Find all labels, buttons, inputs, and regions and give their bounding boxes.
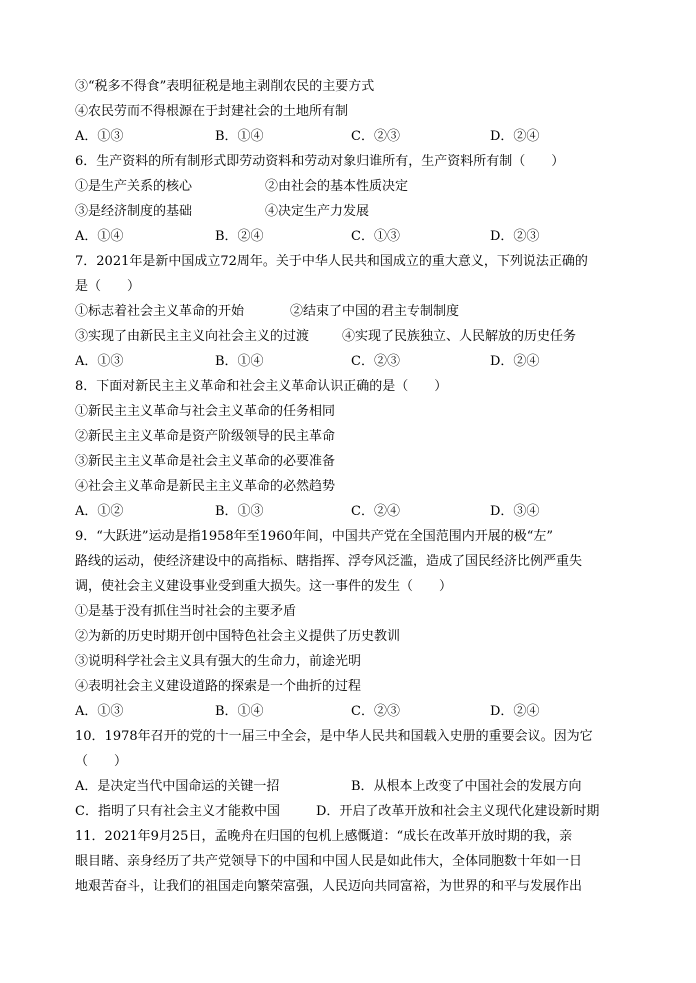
q10-question: 10．1978年召开的党的十一届三中全会，是中华人民共和国载入史册的重要会议。因为它 bbox=[75, 729, 593, 744]
q5-option-a: A．①③ bbox=[75, 129, 124, 144]
q8-option-a: A．①② bbox=[75, 504, 124, 519]
q9-statement-2: ②为新的历史时期开创中国特色社会主义提供了历史教训 bbox=[75, 629, 401, 644]
q6-question: 6．生产资料的所有制形式即劳动资料和劳动对象归谁所有，生产资料所有制（ ） bbox=[75, 154, 565, 169]
q6-option-b: B．②④ bbox=[215, 229, 264, 244]
q9-option-d: D．②④ bbox=[490, 704, 540, 719]
q10-question-cont: （ ） bbox=[75, 754, 128, 769]
q11-question-cont-2: 地艰苦奋斗，让我们的祖国走向繁荣富强，人民迈向共同富裕，为世界的和平与发展作出 bbox=[75, 879, 583, 894]
q8-option-d: D．③④ bbox=[490, 504, 540, 519]
q7-option-a: A．①③ bbox=[75, 354, 124, 369]
q5-option-c: C．②③ bbox=[351, 129, 400, 144]
q9-question-cont-1: 路线的运动，使经济建设中的高指标、瞎指挥、浮夸风泛滥，造成了国民经济比例严重失 bbox=[75, 554, 583, 569]
q7-option-d: D．②④ bbox=[490, 354, 540, 369]
q9-statement-1: ①是基于没有抓住当时社会的主要矛盾 bbox=[75, 604, 297, 619]
q8-statement-1: ①新民主主义革命与社会主义革命的任务相同 bbox=[75, 404, 336, 419]
q11-question-cont-1: 眼目睹、亲身经历了共产党领导下的中国和中国人民是如此伟大，全体同胞数十年如一日 bbox=[75, 854, 583, 869]
q6-option-a: A．①④ bbox=[75, 229, 124, 244]
q7-statement-3: ③实现了由新民主主义向社会主义的过渡 bbox=[75, 329, 310, 344]
q6-option-d: D．②③ bbox=[490, 229, 540, 244]
q6-statement-3: ③是经济制度的基础 bbox=[75, 204, 193, 219]
q8-question: 8．下面对新民主主义革命和社会主义革命认识正确的是（ ） bbox=[75, 379, 448, 394]
q5-option-b: B．①④ bbox=[215, 129, 264, 144]
q8-statement-3: ③新民主主义革命是社会主义革命的必要准备 bbox=[75, 454, 336, 469]
q6-statement-2: ②由社会的基本性质决定 bbox=[265, 179, 409, 194]
q6-statement-1: ①是生产关系的核心 bbox=[75, 179, 193, 194]
q7-statement-4: ④实现了民族独立、人民解放的历史任务 bbox=[342, 329, 577, 344]
q9-statement-3: ③说明科学社会主义具有强大的生命力，前途光明 bbox=[75, 654, 362, 669]
q9-option-b: B．①④ bbox=[215, 704, 264, 719]
q7-statement-1: ①标志着社会主义革命的开始 bbox=[75, 304, 245, 319]
q7-statement-2: ②结束了中国的君主专制制度 bbox=[290, 304, 460, 319]
q6-statement-4: ④决定生产力发展 bbox=[265, 204, 370, 219]
q9-option-c: C．②③ bbox=[351, 704, 400, 719]
q8-statement-4: ④社会主义革命是新民主主义革命的必然趋势 bbox=[75, 479, 336, 494]
q5-option-d: D．②④ bbox=[490, 129, 540, 144]
q10-option-a: A．是决定当代中国命运的关键一招 bbox=[75, 779, 280, 794]
q9-question: 9．“大跃进”运动是指1958年至1960年间，中国共产党在全国范围内开展的极“左” bbox=[75, 529, 554, 544]
q9-option-a: A．①③ bbox=[75, 704, 124, 719]
q8-option-c: C．②④ bbox=[351, 504, 400, 519]
q7-option-c: C．②③ bbox=[351, 354, 400, 369]
q9-statement-4: ④表明社会主义建设道路的探索是一个曲折的过程 bbox=[75, 679, 362, 694]
q7-question: 7．2021年是新中国成立72周年。关于中华人民共和国成立的重大意义，下列说法正确的 bbox=[75, 254, 588, 269]
q8-statement-2: ②新民主主义革命是资产阶级领导的民主革命 bbox=[75, 429, 336, 444]
q7-question-cont: 是（ ） bbox=[75, 279, 141, 294]
q10-option-b: B．从根本上改变了中国社会的发展方向 bbox=[351, 779, 582, 794]
q10-option-d: D．开启了改革开放和社会主义现代化建设新时期 bbox=[316, 804, 600, 819]
q6-option-c: C．①③ bbox=[351, 229, 400, 244]
q8-option-b: B．①③ bbox=[215, 504, 264, 519]
q7-option-b: B．①④ bbox=[215, 354, 264, 369]
q9-question-cont-2: 调，使社会主义建设事业受到重大损失。这一事件的发生（ ） bbox=[75, 579, 453, 594]
q5-statement-4: ④农民劳而不得根源在于封建社会的土地所有制 bbox=[75, 104, 349, 119]
q10-option-c: C．指明了只有社会主义才能救中国 bbox=[75, 804, 280, 819]
q11-question: 11．2021年9月25日，孟晚舟在归国的包机上感慨道：“成长在改革开放时期的我，亲 bbox=[75, 829, 573, 844]
q5-statement-3: ③“税多不得食”表明征税是地主剥削农民的主要方式 bbox=[75, 79, 375, 94]
